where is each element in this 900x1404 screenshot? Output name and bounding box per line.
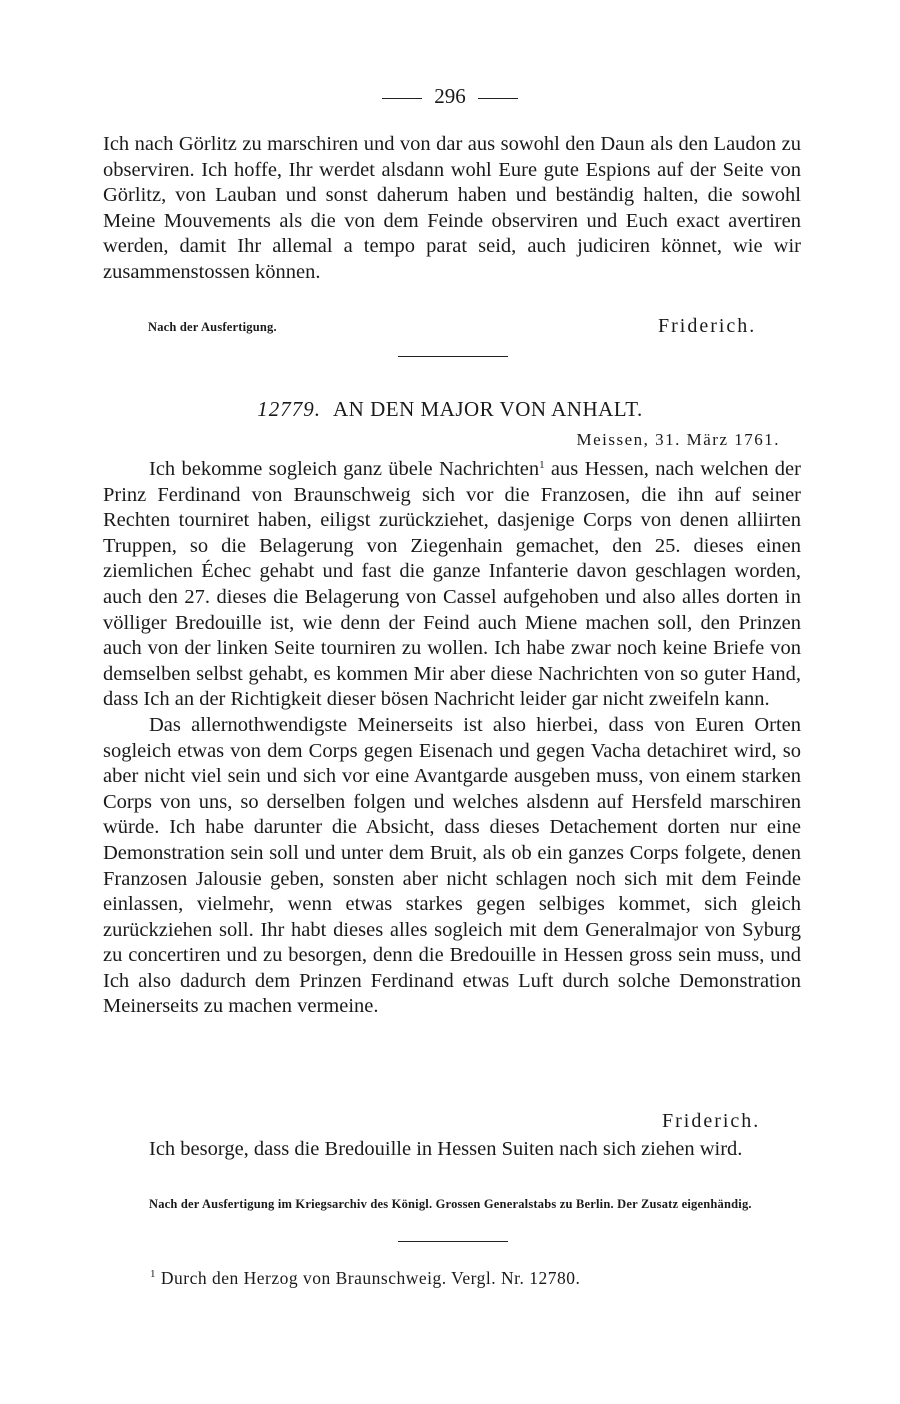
section-divider — [398, 356, 508, 357]
letter-paragraph-2: Das allernothwendigste Meinerseits ist also hierbei, dass von Euren Orten sogleich etwas von dem Corps gegen Eisenach und gegen Vacha detachiret wird, so aber nicht viel sein und sich vor eine Avantgarde ausgeben muss, von einem starken Corps von uns, so derselben folgen und welches alsdenn auf Hersfeld marschiren würde. Ich habe darunter die Absicht, dass dieses Detachement dorten nur eine Demonstration sein soll und unter dem Bruit, als ob ein ganzes Corps folgete, denen Franzosen Jalousie geben, sonsten aber nicht schlagen noch sich mit dem Feinde einlassen, vielmehr, wenn etwas starkes gegen selbiges kommet, sich gleich zurückziehen soll. Ihr habt dieses alles sogleich mit dem Generalmajor von Syburg zu concertiren und zu besorgen, denn die Bredouille in Hessen gross sein muss, und Ich also dadurch dem Prinzen Ferdinand etwas Luft durch solche Demonstration Meinerseits zu machen vermeine. — [103, 713, 801, 1018]
page-number: 296 — [434, 84, 466, 108]
previous-letter-ending — [103, 132, 801, 286]
letter-number: 12779. — [257, 397, 322, 421]
letter-postscript-block — [103, 1137, 801, 1163]
letter-body — [103, 457, 801, 1020]
footnote-divider — [398, 1241, 508, 1242]
letter-source-note: Nach der Ausfertigung im Kriegsarchiv des Königl. Grossen Generalstabs zu Berlin. Der Zusatz eigenhändig. — [149, 1197, 752, 1211]
header-dash-left — [382, 98, 422, 99]
previous-letter-paragraph: Ich nach Görlitz zu marschiren und von dar aus sowohl den Daun als den Laudon zu observiren. Ich hoffe, Ihr werdet alsdann wohl Eure gute Espions auf der Seite von Görlitz, von Lauban und sonst daherum haben und beständig halten, die sowohl Meine Mouvements als die von dem Feinde observiren und Euch exact avertiren werden, damit Ihr allemal a tempo parat seid, auch judiciren könnet, wie wir zusammenstossen können. — [103, 133, 801, 283]
footnote-text: Durch den Herzog von Braunschweig. Vergl. Nr. 12780. — [160, 1268, 581, 1288]
letter-dateline: Meissen, 31. März 1761. — [576, 430, 780, 449]
letter-postscript: Ich besorge, dass die Bredouille in Hessen Suiten nach sich ziehen wird. — [149, 1138, 743, 1160]
letter-signature: Friderich. — [662, 1110, 761, 1132]
footnote-marker: 1 — [150, 1268, 156, 1280]
letter-paragraph-1 — [103, 457, 801, 713]
previous-letter-source-note: Nach der Ausfertigung. — [148, 320, 277, 334]
running-header — [0, 84, 900, 109]
footnote-reference: 1 — [539, 459, 545, 471]
footnote — [150, 1268, 580, 1289]
letter-heading — [0, 397, 900, 422]
previous-letter-signature: Friderich. — [658, 315, 757, 337]
header-dash-right — [478, 98, 518, 99]
paragraph-1-rest: aus Hessen, nach welchen der Prinz Ferdinand von Braunschweig sich vor die Franzosen, die ihn auf seiner Rechten tourniret haben, eiligst zurückziehet, dasjenige Corps von denen alliirten Truppen, so die Belagerung von Ziegenhain gemachet, den 25. dieses einen ziemlichen Échec gehabt und fast die ganze Infanterie davon geschlagen worden, auch den 27. dieses die Belagerung von Cassel aufgehoben und also alles dorten in völliger Bredouille ist, wie denn der Feind auch Miene machen soll, den Prinzen auch von der linken Seite tourniren zu wollen. Ich habe zwar noch keine Briefe von demselben selbst gehabt, es kommen Mir aber diese Nachrichten von so guter Hand, dass Ich an der Richtigkeit dieser bösen Nachricht leider gar nicht zweifeln kann. — [103, 458, 801, 711]
letter-title: AN DEN MAJOR VON ANHALT. — [333, 397, 643, 421]
paragraph-1-opening: Ich bekomme sogleich ganz übele Nachrichten — [149, 458, 540, 480]
